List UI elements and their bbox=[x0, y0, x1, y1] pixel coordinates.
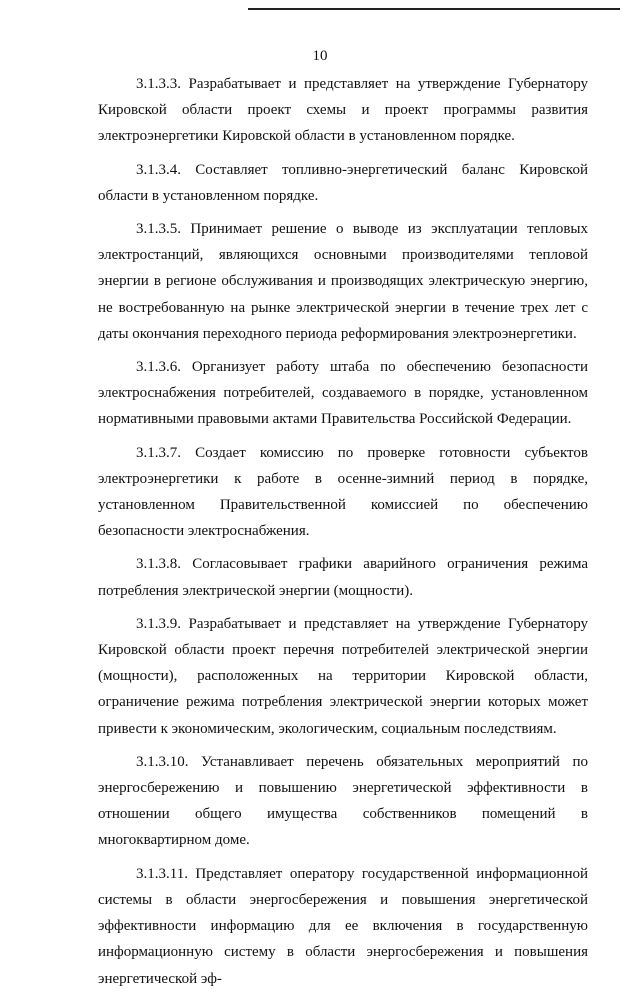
page-number: 10 bbox=[312, 48, 328, 64]
top-rule bbox=[248, 8, 620, 10]
paragraph-3-1-3-7: 3.1.3.7. Создает комиссию по проверке готовности субъектов электроэнергетики к работе в осенне-зимний период в порядке, установленном Правительственной комиссией по обеспечению безопасности электроснабжения. bbox=[98, 444, 588, 540]
paragraph-3-1-3-10: 3.1.3.10. Устанавливает перечень обязательных мероприятий по энергосбережению и повышению энергетической эффективности в отношении общего имущества собственников помещений в многоквартирном доме. bbox=[98, 753, 588, 849]
paragraph-3-1-3-11: 3.1.3.11. Представляет оператору государственной информационной системы в области энергосбережения и повышения энергетической эффективности информацию для ее включения в государственную информационную систему в области энергосбережения и повышения энергетической эф- bbox=[98, 865, 588, 987]
paragraph-3-1-3-5: 3.1.3.5. Принимает решение о выводе из эксплуатации тепловых электростанций, являющихся основными производителями тепловой энергии в регионе обслуживания и производящих электрическую энергию, не востребованную на рынке электрической энергии в течение трех лет с даты окончания переходного периода реформирования электроэнергетики. bbox=[98, 221, 588, 342]
paragraph-3-1-3-8: 3.1.3.8. Согласовывает графики аварийного ограничения режима потребления электрической энергии (мощности). bbox=[98, 556, 588, 599]
paragraph-3-1-3-9: 3.1.3.9. Разрабатывает и представляет на утверждение Губернатору Кировской области проект перечня потребителей электрической энергии (мощности), расположенных на территории Кировской области, ограничение режима потребления электрической энергии которых может привести к экономическим, экологическим, социальным последствиям. bbox=[98, 615, 588, 737]
paragraph-3-1-3-6: 3.1.3.6. Организует работу штаба по обеспечению безопасности электроснабжения потребителей, создаваемого в порядке, установленном нормативными правовыми актами Правительства Российской Федерации. bbox=[98, 359, 588, 428]
paragraph-3-1-3-3: 3.1.3.3. Разрабатывает и представляет на утверждение Губернатору Кировской области проект схемы и проект программы развития электроэнергетики Кировской области в установленном порядке. bbox=[98, 76, 588, 145]
paragraph-3-1-3-4: 3.1.3.4. Составляет топливно-энергетический баланс Кировской области в установленном порядке. bbox=[98, 161, 588, 204]
document-body bbox=[98, 71, 588, 999]
